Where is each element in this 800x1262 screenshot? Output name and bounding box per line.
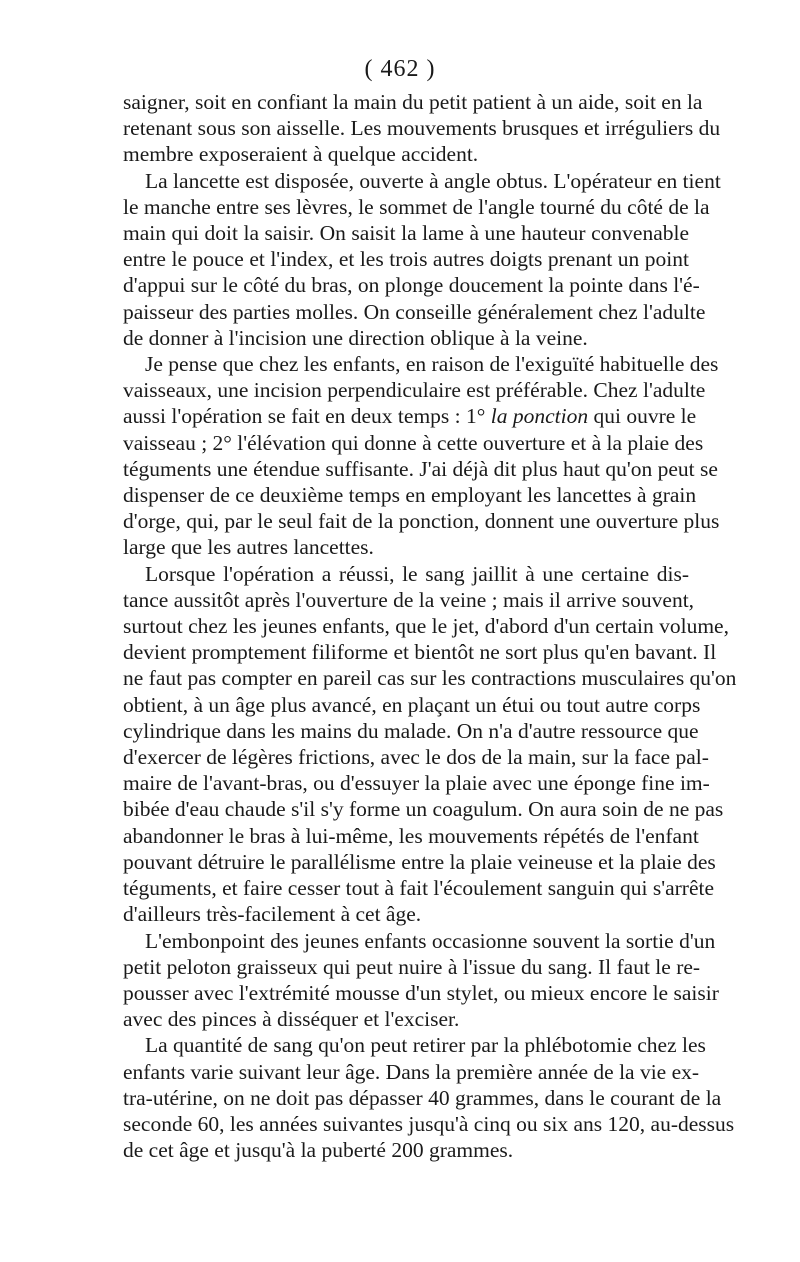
text-line: d'appui sur le côté du bras, on plonge doucement la pointe dans l'é- xyxy=(123,273,700,298)
text-line: vaisseaux, une incision perpendiculaire est préférable. Chez l'adulte xyxy=(123,378,706,403)
text-line: large que les autres lancettes. xyxy=(123,535,374,560)
text-line: tra-utérine, on ne doit pas dépasser 40 grammes, dans le courant de la xyxy=(123,1085,722,1110)
paragraph xyxy=(123,351,720,561)
paragraph xyxy=(123,561,737,928)
text-line: pouvant détruire le parallélisme entre la plaie veineuse et la plaie des xyxy=(123,849,716,874)
paragraph xyxy=(123,89,721,168)
text-line: L'embonpoint des jeunes enfants occasionne souvent la sortie d'un xyxy=(145,928,716,953)
text-line: main qui doit la saisir. On saisit la lame à une hauteur convenable xyxy=(123,221,689,246)
text-line: Je pense que chez les enfants, en raison de l'exiguïté habituelle des xyxy=(145,352,719,377)
text-line: membre exposeraient à quelque accident. xyxy=(123,142,479,167)
text-line: seconde 60, les années suivantes jusqu'à cinq ou six ans 120, au-dessus xyxy=(123,1111,735,1136)
text-line: obtient, à un âge plus avancé, en plaçant un étui ou tout autre corps xyxy=(123,692,701,717)
text-line: bibée d'eau chaude s'il s'y forme un coagulum. On aura soin de ne pas xyxy=(123,797,724,822)
text-line: abandonner le bras à lui-même, les mouvements répétés de l'enfant xyxy=(123,823,699,848)
text-line: enfants varie suivant leur âge. Dans la première année de la vie ex- xyxy=(123,1059,700,1084)
text-line: cylindrique dans les mains du malade. On n'a d'autre ressource que xyxy=(123,718,699,743)
emphasis: la ponction xyxy=(490,404,589,429)
text-line: La lancette est disposée, ouverte à angle obtus. L'opérateur en tient xyxy=(145,168,721,193)
paragraph xyxy=(123,1032,735,1163)
text-line: téguments, et faire cesser tout à fait l'écoulement sanguin qui s'arrête xyxy=(123,876,715,901)
text-line: de donner à l'incision une direction oblique à la veine. xyxy=(123,325,588,350)
text-line: téguments une étendue suffisante. J'ai déjà dit plus haut qu'on peut se xyxy=(123,456,718,481)
text-line: pousser avec l'extrémité mousse d'un stylet, ou mieux encore le saisir xyxy=(123,980,719,1005)
text-line: d'orge, qui, par le seul fait de la ponction, donnent une ouverture plus xyxy=(123,509,720,534)
paragraph xyxy=(123,168,721,351)
text-line: de cet âge et jusqu'à la puberté 200 grammes. xyxy=(123,1138,514,1163)
text-line: La quantité de sang qu'on peut retirer par la phlébotomie chez les xyxy=(145,1033,706,1058)
paragraph xyxy=(123,928,719,1033)
text-line: ne faut pas compter en pareil cas sur les contractions musculaires qu'on xyxy=(123,666,737,691)
text-line: maire de l'avant-bras, ou d'essuyer la plaie avec une éponge fine im- xyxy=(123,771,710,796)
text-line: le manche entre ses lèvres, le sommet de l'angle tourné du côté de la xyxy=(123,194,710,219)
text-line: saigner, soit en confiant la main du petit patient à un aide, soit en la xyxy=(123,90,703,114)
text-line: d'exercer de légères frictions, avec le dos de la main, sur la face pal- xyxy=(123,745,709,770)
text-line: Lorsque l'opération a réussi, le sang jaillit à une certaine dis- xyxy=(145,561,689,586)
text-line: paisseur des parties molles. On conseille généralement chez l'adulte xyxy=(123,299,706,324)
text-line: petit peloton graisseux qui peut nuire à l'issue du sang. Il faut le re- xyxy=(123,954,701,979)
text-line: surtout chez les jeunes enfants, que le jet, d'abord d'un certain volume, xyxy=(123,614,729,639)
text-line: vaisseau ; 2° l'élévation qui donne à cette ouverture et à la plaie des xyxy=(123,430,704,455)
text-line: retenant sous son aisselle. Les mouvements brusques et irréguliers du xyxy=(123,116,721,141)
text-line: entre le pouce et l'index, et les trois autres doigts prenant un point xyxy=(123,247,689,272)
page-number: ( 462 ) xyxy=(364,56,436,82)
body-text xyxy=(123,89,737,1163)
text-line: devient promptement filiforme et bientôt ne sort plus qu'en bavant. Il xyxy=(123,640,717,665)
text-line: tance aussitôt après l'ouverture de la veine ; mais il arrive souvent, xyxy=(123,587,695,612)
text-line: d'ailleurs très-facilement à cet âge. xyxy=(123,902,422,927)
text-line: avec des pinces à disséquer et l'exciser. xyxy=(123,1007,460,1032)
text-line: dispenser de ce deuxième temps en employant les lancettes à grain xyxy=(123,483,697,508)
text-line: aussi l'opération se fait en deux temps : 1° la ponction qui ouvre le xyxy=(123,404,697,429)
